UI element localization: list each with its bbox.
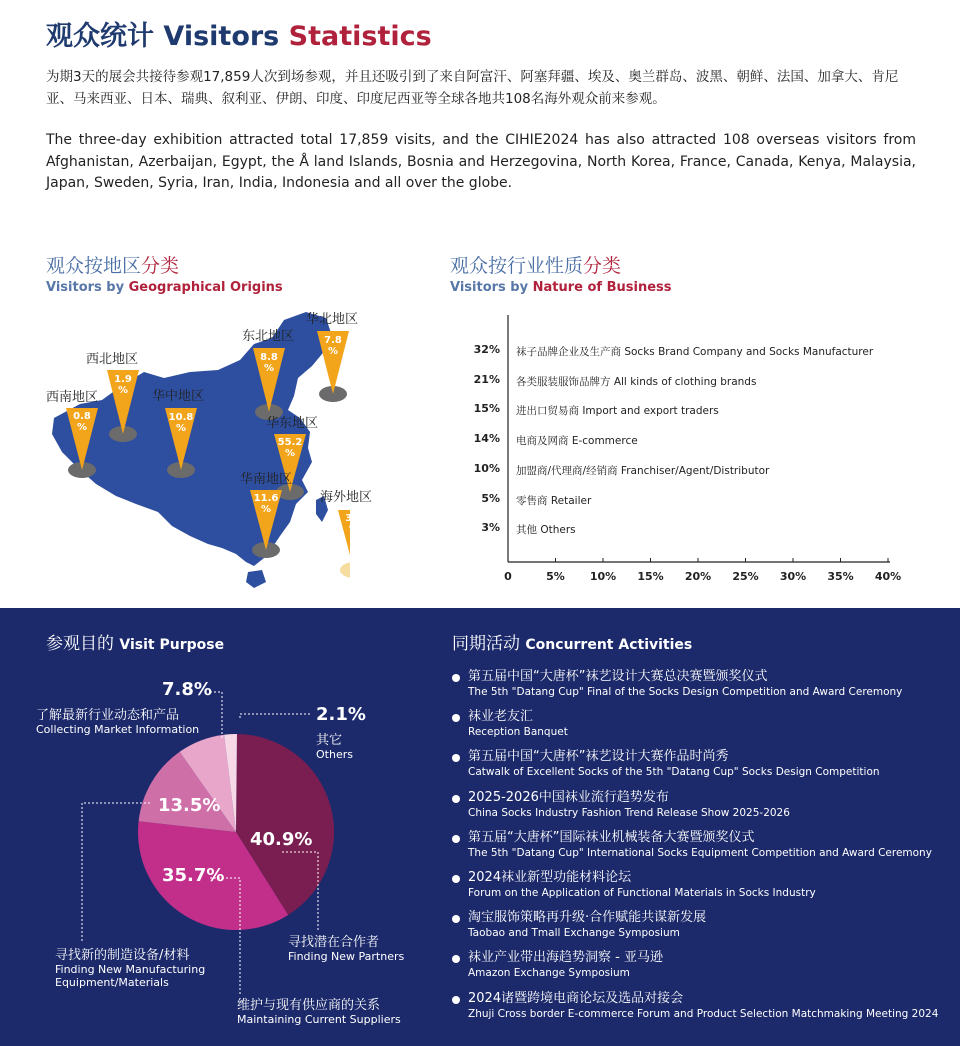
bullet-icon (452, 674, 460, 682)
map-value-north: 7.8 % (324, 335, 342, 357)
bullet-icon (452, 955, 460, 963)
activity-item: 2024袜业新型功能材料论坛 Forum on the Application of Functional Materials in Socks Industry (452, 870, 947, 910)
pie-label-suppliers: 维护与现有供应商的关系 Maintaining Current Suppliers (237, 998, 401, 1026)
page-title-en-2: Statistics (288, 21, 432, 52)
business-x-tick-label: 5% (546, 570, 565, 583)
region-label-north: 华北地区 (306, 312, 359, 327)
map-value-central: 10.8 % (168, 412, 194, 434)
pie-value-equipment: 13.5% (158, 795, 221, 816)
bullet-icon (452, 875, 460, 883)
business-category-label: 各类服装服饰品牌方 All kinds of clothing brands (516, 375, 757, 388)
region-label-northeast: 东北地区 (242, 329, 295, 344)
bullet-icon (452, 915, 460, 923)
intro-paragraph-cn: 为期3天的展会共接待参观17,859人次到场参观，并且还吸引到了来自阿富汗、阿塞拜疆、埃及、奥兰群岛、波黑、朝鲜、法国、加拿大、肯尼亚、马来西亚、日本、瑞典、叙利亚、伊朗、印度、印度尼西亚等全球各地共108名海外观众前来参观。 (46, 69, 899, 107)
bullet-icon (452, 795, 460, 803)
region-label-northwest: 西北地区 (86, 352, 139, 367)
business-value-label: 5% (481, 491, 500, 505)
business-x-tick-label: 10% (589, 570, 617, 583)
business-x-tick-label: 15% (637, 570, 664, 583)
activities-list (452, 669, 947, 1031)
business-x-tick-label: 40% (874, 570, 902, 583)
region-label-central: 华中地区 (152, 389, 205, 404)
business-x-tick-label: 35% (827, 570, 854, 583)
bullet-icon (452, 714, 460, 722)
hainan-island-shape (246, 570, 266, 588)
map-value-southwest: 0.8 % (73, 411, 91, 433)
purpose-title-cn: 参观目的 (46, 634, 114, 654)
activities-title-cn: 同期活动 (452, 634, 520, 654)
business-category-label: 电商及网商 E-commerce (516, 435, 638, 448)
business-value-label: 14% (473, 432, 500, 446)
bullet-icon (452, 835, 460, 843)
activity-item: 第五届中国“大唐杯”袜艺设计大赛作品时尚秀 Catwalk of Excellent Socks of the 5th "Datang Cup" Socks Design Competition (452, 749, 947, 789)
pie-value-others: 2.1% (316, 704, 366, 725)
business-category-label: 其他 Others (516, 524, 576, 537)
business-value-label: 15% (473, 402, 500, 416)
activities-heading (452, 629, 692, 654)
intro-paragraph-en: The three-day exhibition attracted total 17,859 visits, and the CIHIE2024 has also attracted 108 overseas visitors from Afghanistan, Azerbaijan, Egypt, the Å land Islands, Bosnia and Herzegovina, North Korea, France, Canada, Kenya, Malaysia, Japan, Sweden, Syria, Iran, India, Indonesia and all over the globe. (46, 132, 916, 191)
map-value-overseas: 3.1 % (345, 513, 363, 535)
business-value-label: 3% (481, 521, 500, 535)
business-value-label: 10% (473, 461, 500, 475)
pie-label-market: 了解最新行业动态和产品 Collecting Market Information (36, 708, 200, 736)
map-marker-shadow (340, 562, 350, 578)
activity-item: 第五届中国“大唐杯”袜艺设计大赛总决赛暨颁奖仪式 The 5th "Datang Cup" Final of the Socks Design Competition and Award Ceremony (452, 669, 947, 709)
activities-title-en: Concurrent Activities (525, 637, 693, 653)
map-value-northeast: 8.8 % (260, 352, 278, 374)
bullet-icon (452, 996, 460, 1004)
map-value-northwest: 1.9 % (114, 374, 132, 396)
business-value-label: 32% (473, 343, 500, 356)
pie-value-suppliers: 35.7% (162, 865, 225, 886)
page-title (46, 14, 432, 53)
business-category-label: 零售商 Retailer (516, 494, 592, 507)
pie-label-equipment: 寻找新的制造设备/材料 Finding New Manufacturing Equipment/Materials (55, 948, 206, 989)
leader-line-others (240, 714, 310, 718)
business-title-cn: 观众按行业性质分类 (450, 255, 622, 277)
business-title-en: Visitors by Nature of Business (450, 280, 672, 295)
pie-label-others: 其它 Others (316, 733, 353, 761)
activity-item: 袜业老友汇 Reception Banquet (452, 709, 947, 749)
bullet-icon (452, 754, 460, 762)
activity-item: 第五届“大唐杯”国际袜业机械装备大赛暨颁奖仪式 The 5th "Datang Cup" International Socks Equipment Competition and Award Ceremony (452, 830, 947, 870)
region-label-overseas: 海外地区 (320, 490, 373, 505)
geo-title-cn: 观众按地区分类 (46, 255, 180, 277)
map-value-east: 55.2 % (277, 437, 303, 459)
pie-value-market: 7.8% (162, 679, 212, 700)
activity-item: 2025-2026中国袜业流行趋势发布 China Socks Industry Fashion Trend Release Show 2025-2026 (452, 790, 947, 830)
page-title-en-1: Visitors (163, 21, 280, 52)
geo-section-heading (46, 251, 283, 295)
business-value-label: 21% (473, 372, 500, 386)
activity-item: 袜业产业带出海趋势洞察 - 亚马逊 Amazon Exchange Symposium (452, 950, 947, 990)
business-x-tick-label: 30% (779, 570, 807, 583)
business-x-tick-label: 0 (504, 570, 512, 583)
map-value-south: 11.6 % (253, 493, 279, 515)
pie-label-partners: 寻找潜在合作者 Finding New Partners (288, 935, 405, 963)
business-section-heading (450, 251, 672, 295)
activity-item: 淘宝服饰策略再升级·合作赋能共谋新发展 Taobao and Tmall Exchange Symposium (452, 910, 947, 950)
business-x-tick-label: 20% (684, 570, 712, 583)
region-label-east: 华东地区 (266, 416, 319, 431)
business-category-label: 袜子品牌企业及生产商 Socks Brand Company and Socks Manufacturer (516, 346, 874, 358)
business-category-label: 进出口贸易商 Import and export traders (516, 405, 719, 418)
purpose-title-en: Visit Purpose (119, 637, 225, 653)
business-category-label: 加盟商/代理商/经销商 Franchiser/Agent/Distributor (516, 464, 770, 477)
business-x-tick-label: 25% (732, 570, 759, 583)
region-label-southwest: 西南地区 (46, 390, 99, 405)
page-title-cn: 观众统计 (46, 21, 154, 52)
region-label-south: 华南地区 (240, 472, 293, 487)
pie-value-partners: 40.9% (250, 829, 313, 850)
activity-item: 2024诸暨跨境电商论坛及选品对接会 Zhuji Cross border E-commerce Forum and Product Selection Matchmaking Meeting 2024 (452, 991, 947, 1031)
geo-title-en: Visitors by Geographical Origins (46, 280, 283, 295)
